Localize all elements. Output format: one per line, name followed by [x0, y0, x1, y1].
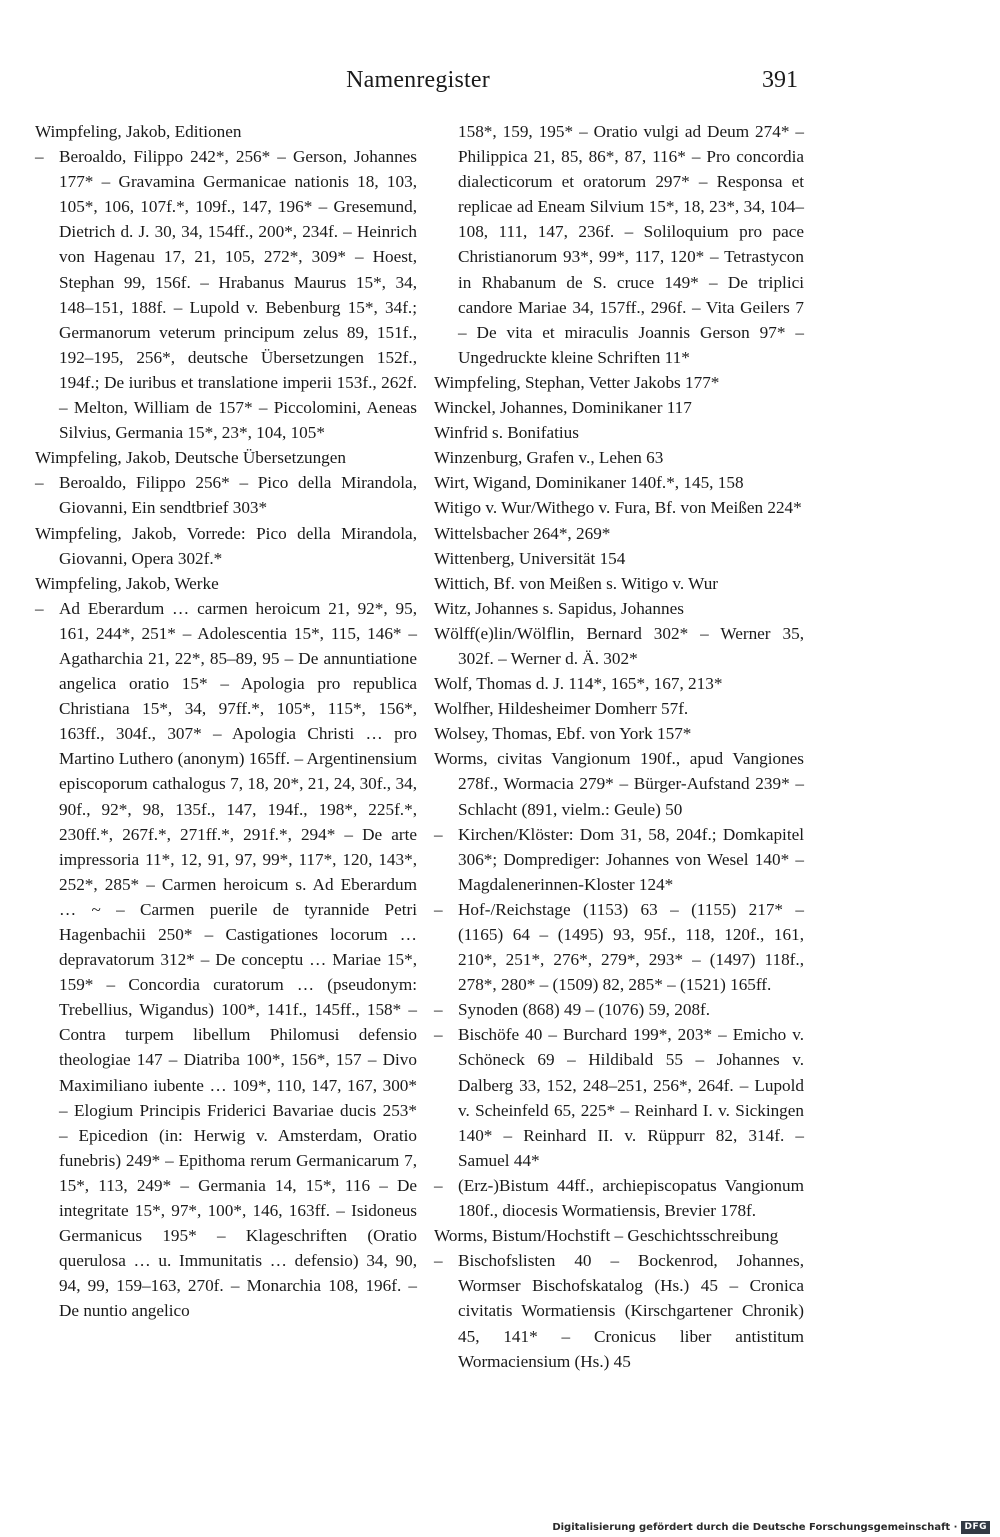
index-entry: Wimpfeling, Jakob, Vorrede: Pico della Mirandola, Giovanni, Opera 302f.*: [35, 523, 417, 568]
index-entry: Wittich, Bf. von Meißen s. Witigo v. Wur: [434, 573, 719, 593]
subentry-dash: –: [434, 1175, 443, 1195]
index-entry: Winckel, Johannes, Dominikaner 117: [434, 398, 692, 418]
subentry-text: (Erz-)Bistum 44ff., archiepiscopatus Vangionum 180f., diocesis Wormatiensis, Brevier 178f.: [458, 1175, 804, 1221]
index-entry: Wirt, Wigand, Dominikaner 140f.*, 145, 158: [434, 473, 744, 493]
index-entry-continuation: 158*, 159, 195* – Oratio vulgi ad Deum 274* – Philippica 21, 85, 86*, 87, 116* – Pro concordia dialecticorum et oratorum 297* – Responsa et replicae ad Eneam Silvium 15*, 18, 23*, 34, 104–108, 111, 147, 236f. – Soliloquium pro pace Christianorum 93*, 99*, 117, 120* – Tetrastycon in Rhabanum de S. cruce 149* – De triplici candore Mariae 34, 157ff., 296f. – Vita Geilers 7 – De vita et miraculis Joannis Gerson 97* – Ungedruckte kleine Schriften 11*: [458, 122, 804, 367]
subentry-dash: –: [434, 1251, 443, 1271]
index-subentry: [35, 144, 417, 445]
index-entry: Worms, Bistum/Hochstift – Geschichtsschreibung: [434, 1226, 779, 1246]
index-entry: Wimpfeling, Jakob, Editionen: [35, 122, 242, 141]
credit-text: Digitalisierung gefördert durch die Deutsche Forschungsgemeinschaft ·: [552, 1521, 958, 1533]
index-entry: Winzenburg, Grafen v., Lehen 63: [434, 448, 664, 468]
index-subentry: [434, 997, 804, 1022]
subentry-text: Bischofslisten 40 – Bockenrod, Johannes, Wormser Bischofskatalog (Hs.) 45 – Cronica civitatis Wormatiensis (Kirschgartener Chronik) 45, 141* – Cronicus liber antistitum Wormaciensium (Hs.) 45: [458, 1251, 804, 1371]
subentry-dash: –: [434, 824, 443, 844]
index-entry: Witigo v. Wur/Withego v. Fura, Bf. von Meißen 224*: [434, 498, 802, 518]
subentry-dash: –: [434, 1025, 443, 1045]
index-entry: Wittenberg, Universität 154: [434, 548, 626, 568]
index-subentry: [434, 822, 804, 897]
subentry-dash: –: [35, 473, 44, 493]
index-entry: Witz, Johannes s. Sapidus, Johannes: [434, 598, 684, 618]
page-number: 391: [762, 67, 798, 93]
index-entry: Wittelsbacher 264*, 269*: [434, 523, 611, 543]
index-entry: Wimpfeling, Stephan, Vetter Jakobs 177*: [434, 372, 720, 392]
index-entry: Wimpfeling, Jakob, Deutsche Übersetzungen: [35, 448, 346, 468]
subentry-text: Beroaldo, Filippo 242*, 256* – Gerson, Johannes 177* – Gravamina Germanicae nationis 18, 103, 105*, 106, 107f.*, 109f., 147, 196* – Gresemund, Dietrich d. J. 30, 34, 154ff., 200*, 234f. – Heinrich von Hagenau 17, 21, 105, 272*, 309* – Hoest, Stephan 99, 156f. – Hrabanus Maurus 15*, 34, 148–151, 188f. – Lupold v. Bebenburg 15*, 34f.; Germanorum veterum principum zelus 89, 151f., 192–195, 256*, deutsche Übersetzungen 152f., 194f.; De iuribus et translatione imperii 153f., 262f. – Melton, William de 157* – Piccolomini, Aeneas Silvius, Germania 15*, 23*, 104, 105*: [59, 147, 417, 443]
subentry-text: Hof-/Reichstage (1153) 63 – (1155) 217* – (1165) 64 – (1495) 93, 95f., 118, 120f., 161, 210*, 251*, 276*, 279*, 293* – (1497) 118f., 278*, 280* – (1509) 82, 285* – (1521) 165ff.: [458, 899, 804, 995]
index-subentry: [35, 470, 417, 520]
index-entry: Wölff(e)lin/Wölflin, Bernard 302* – Werner 35, 302f. – Werner d. Ä. 302*: [434, 623, 804, 668]
index-entry: Winfrid s. Bonifatius: [434, 423, 579, 443]
index-subentry: [434, 1173, 804, 1223]
index-subentry: [434, 1022, 804, 1173]
subentry-text: Synoden (868) 49 – (1076) 59, 208f.: [458, 1000, 711, 1020]
subentry-text: Bischöfe 40 – Burchard 199*, 203* – Emicho v. Schöneck 69 – Hildibald 55 – Johannes v. Dalberg 33, 152, 248–251, 256*, 264f. – Lupold v. Scheinfeld 65, 225* – Reinhard I. v. Sickingen 140* – Reinhard II. v. Rüppurr 82, 314f. – Samuel 44*: [458, 1025, 804, 1170]
index-subentry: [434, 897, 804, 997]
dfg-logo: DFG: [961, 1521, 990, 1534]
subentry-dash: –: [434, 899, 443, 919]
digitization-credit: [552, 1520, 990, 1534]
running-title: Namenregister: [346, 67, 490, 93]
index-subentry: [35, 596, 417, 1324]
page-header: [0, 62, 1000, 98]
subentry-dash: –: [35, 147, 44, 167]
left-column: [35, 119, 417, 1324]
subentry-dash: –: [35, 598, 44, 618]
index-entry: Wolsey, Thomas, Ebf. von York 157*: [434, 724, 692, 744]
index-entry: Worms, civitas Vangionum 190f., apud Vangiones 278f., Wormacia 279* – Bürger-Aufstand 239* – Schlacht (891, vielm.: Geule) 50: [434, 749, 804, 819]
index-entry: Wimpfeling, Jakob, Werke: [35, 573, 219, 593]
index-subentry: [434, 1248, 804, 1373]
subentry-dash: –: [434, 1000, 443, 1020]
subentry-text: Beroaldo, Filippo 256* – Pico della Mirandola, Giovanni, Ein sendtbrief 303*: [59, 473, 417, 518]
subentry-text: Ad Eberardum … carmen heroicum 21, 92*, 95, 161, 244*, 251* – Adolescentia 15*, 115, 146* – Agatharchia 21, 22*, 85–89, 95 – De annuntiatione angelica oratio 15* – Apologia pro republica Christiana 15*, 34, 97ff.*, 105*, 115*, 156*, 163ff., 304f., 307* – Apologia Christi … pro Martino Luthero (anonym) 165ff. – Argentinensium episcoporum cathalogus 7, 18, 20*, 21, 24, 30f., 34, 90f., 92*, 98, 135f., 147, 194f., 198*, 225f.*, 230ff.*, 267f.*, 271ff.*, 291f.*, 294* – De arte impressoria 11*, 12, 91, 97, 99*, 117*, 120, 143*, 252*, 285* – Carmen heroicum s. Ad Eberardum … ~ – Carmen puerile de tyrannide Petri Hagenbachii 250* – Castigationes locorum … depravatorum 312* – De conceptu … Mariae 15*, 159* – Concordia curatorum … (pseudonym: Trebellius, Wigandus) 100*, 141f., 145ff., 158* – Contra turpem libellum Philomusi defensio theologiae 147 – Diatriba 100*, 156*, 157 – Divo Maximiliano iubente … 109*, 110, 147, 167, 300* – Elogium Principis Friderici Bavariae ducis 253* – Epicedion (in: Herwig v. Amsterdam, Oratio funebris) 249* – Epithoma rerum Germanicarum 7, 15*, 113, 249* – Germania 14, 15*, 116 – De integritate 15*, 97*, 100*, 146, 163ff. – Isidoneus Germanicus 195* – Klageschriften (Oratio querulosa … u. Immunitatis … defensio) 34, 90, 94, 99, 159–163, 270f. – Monarchia 108, 196f. – De nuntio angelico: [59, 598, 417, 1321]
subentry-text: Kirchen/Klöster: Dom 31, 58, 204f.; Domkapitel 306*; Domprediger: Johannes von Wesel 140* – Magdalenerinnen-Kloster 124*: [458, 824, 804, 894]
index-entry: Wolfher, Hildesheimer Domherr 57f.: [434, 699, 689, 719]
index-entry: Wolf, Thomas d. J. 114*, 165*, 167, 213*: [434, 674, 723, 694]
right-column: [434, 119, 804, 1374]
